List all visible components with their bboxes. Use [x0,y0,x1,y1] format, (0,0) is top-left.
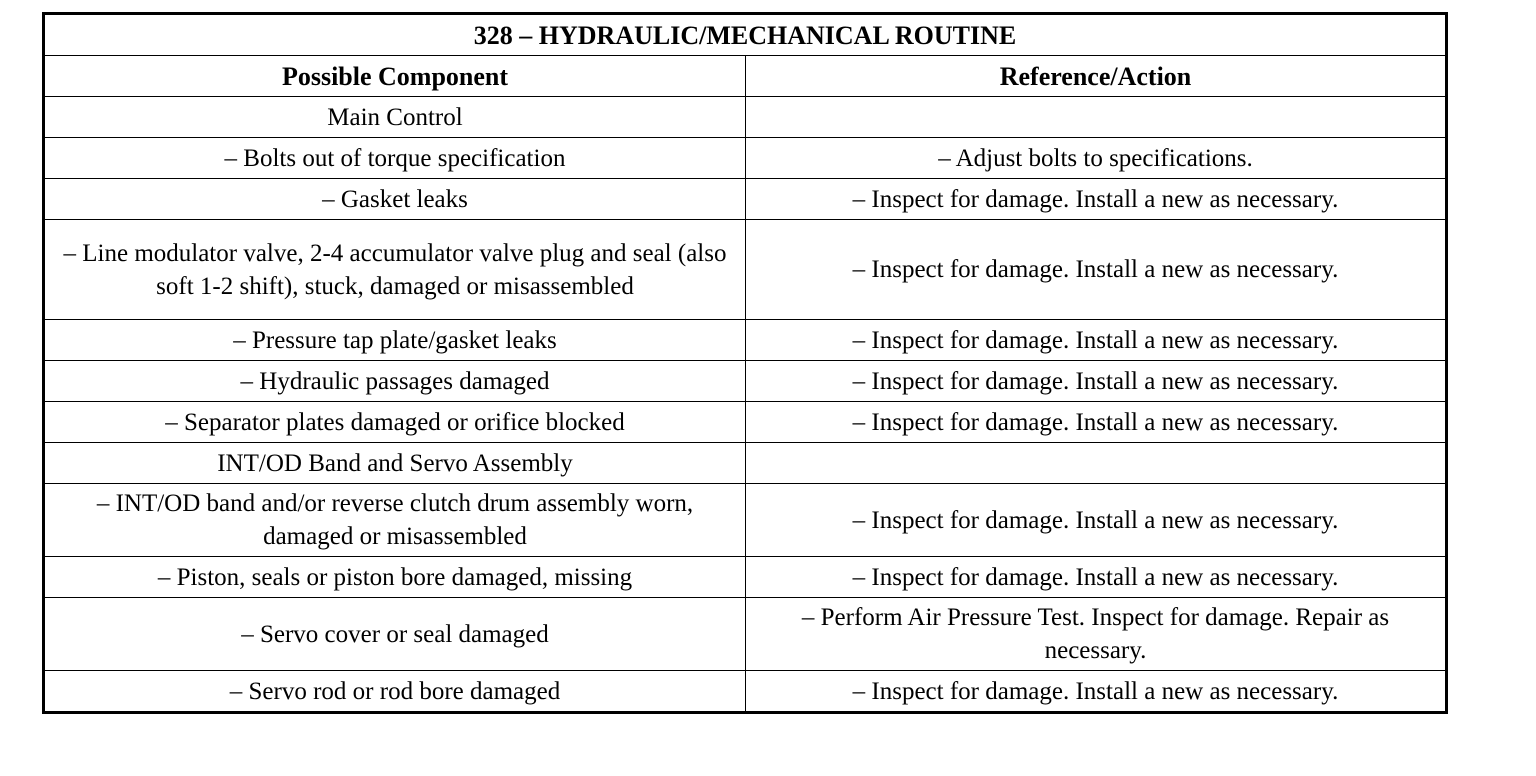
action-cell: – Inspect for damage. Install a new as necessary. [746,320,1447,361]
column-header-component: Possible Component [44,56,746,97]
table-row [44,598,1447,671]
action-cell: – Adjust bolts to specifications. [746,138,1447,179]
component-cell: – Separator plates damaged or orifice blocked [44,402,746,443]
hydraulic-mechanical-routine-table [42,12,1448,714]
table-row [44,97,1447,138]
component-cell: – Pressure tap plate/gasket leaks [44,320,746,361]
table-row [44,557,1447,598]
table-row [44,179,1447,220]
action-cell: – Inspect for damage. Install a new as necessary. [746,220,1447,320]
action-cell: – Inspect for damage. Install a new as necessary. [746,671,1447,713]
action-cell [746,443,1447,484]
action-cell: – Perform Air Pressure Test. Inspect for damage. Repair as necessary. [746,598,1447,671]
component-cell: – Hydraulic passages damaged [44,361,746,402]
table-row [44,361,1447,402]
component-cell: – Piston, seals or piston bore damaged, missing [44,557,746,598]
table-header-row [44,56,1447,97]
table-row [44,220,1447,320]
action-cell: – Inspect for damage. Install a new as necessary. [746,361,1447,402]
component-cell: – Servo cover or seal damaged [44,598,746,671]
action-cell: – Inspect for damage. Install a new as necessary. [746,402,1447,443]
component-cell: – INT/OD band and/or reverse clutch drum assembly worn, damaged or misassembled [44,484,746,557]
component-cell: – Line modulator valve, 2-4 accumulator valve plug and seal (also soft 1-2 shift), stuck, damaged or misassembled [44,220,746,320]
table-title: 328 – HYDRAULIC/MECHANICAL ROUTINE [44,14,1447,56]
action-cell: – Inspect for damage. Install a new as necessary. [746,484,1447,557]
table-title-row [44,14,1447,56]
column-header-action: Reference/Action [746,56,1447,97]
table-row [44,484,1447,557]
component-cell: INT/OD Band and Servo Assembly [44,443,746,484]
action-cell: – Inspect for damage. Install a new as necessary. [746,557,1447,598]
component-cell: – Gasket leaks [44,179,746,220]
table-row [44,402,1447,443]
component-cell: Main Control [44,97,746,138]
table-row [44,443,1447,484]
action-cell: – Inspect for damage. Install a new as necessary. [746,179,1447,220]
table-row [44,320,1447,361]
component-cell: – Bolts out of torque specification [44,138,746,179]
table-row [44,138,1447,179]
table-row [44,671,1447,713]
action-cell [746,97,1447,138]
component-cell: – Servo rod or rod bore damaged [44,671,746,713]
